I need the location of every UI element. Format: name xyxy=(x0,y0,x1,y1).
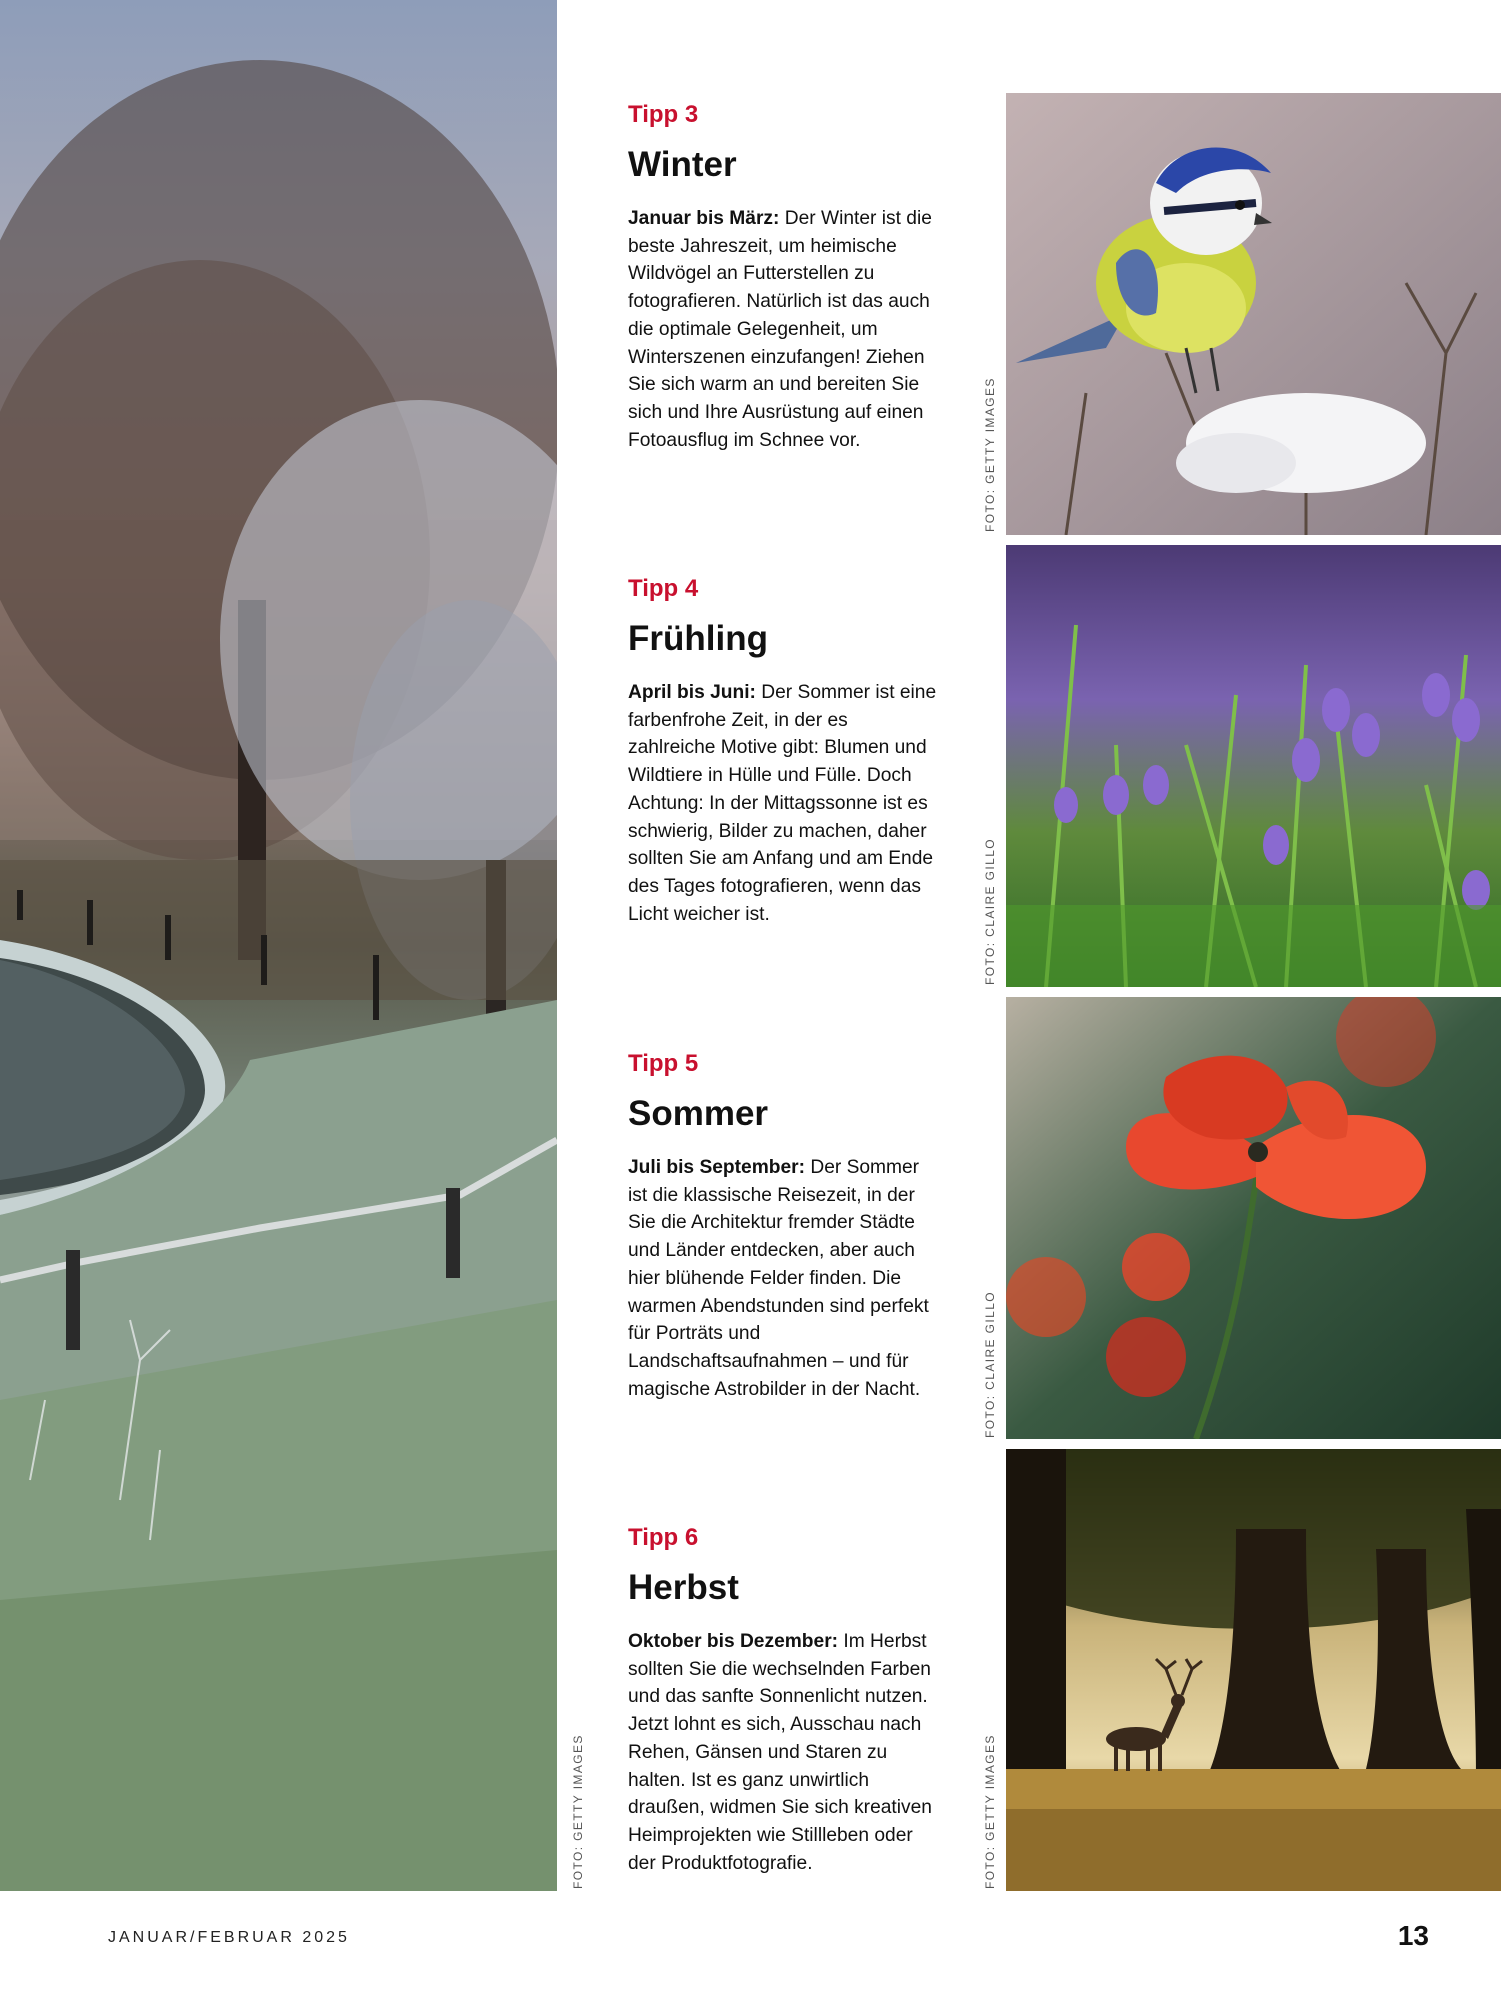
tipp-text: Der Sommer ist die klassische Reisezeit, in der Sie die Architektur fremder Städte und Länder entdecken, aber auch hier blühende Felder finden. Die warmen Abendstunden sind perfekt für Porträts und Landschaftsaufnahmen – und für magische Astrobilder in der Nacht. xyxy=(628,1157,929,1400)
tipp-body xyxy=(628,1628,938,1877)
tipp-6 xyxy=(628,1524,938,1877)
tipp-text: Der Winter ist die beste Jahreszeit, um heimische Wildvögel an Futterstellen zu fotografieren. Natürlich ist das auch die optimale Gelegenheit, um Winterszenen einzufangen! Ziehen Sie sich warm an und bereiten Sie sich und Ihre Ausrüstung auf einen Fotoausflug im Schnee vor. xyxy=(628,208,932,451)
tipp-body xyxy=(628,1154,938,1403)
tipp-body xyxy=(628,205,938,454)
tipp-title: Sommer xyxy=(628,1094,769,1133)
tipp-text: Der Sommer ist eine farbenfrohe Zeit, in der es zahlreiche Motive gibt: Blumen und Wildtiere in Hülle und Fülle. Doch Achtung: In der Mittagssonne ist es schwierig, Bilder zu machen, daher sollten Sie am Anfang und am Ende des Tages fotografieren, wenn das Licht weicher ist. xyxy=(628,682,937,925)
poppy-photo xyxy=(1006,997,1501,1439)
tipp-lead: April bis Juni: xyxy=(628,682,756,703)
blue-tit-photo xyxy=(1006,93,1501,535)
tipp-label: Tipp 4 xyxy=(628,575,699,602)
photo-credit: FOTO: GETTY IMAGES xyxy=(983,377,997,532)
tipp-label: Tipp 6 xyxy=(628,1524,699,1551)
tipp-label: Tipp 5 xyxy=(628,1050,699,1077)
photo-credit: FOTO: CLAIRE GILLO xyxy=(983,1290,997,1438)
photo-credit: FOTO: GETTY IMAGES xyxy=(983,1734,997,1889)
tipp-lead: Juli bis September: xyxy=(628,1157,805,1178)
tipp-title: Frühling xyxy=(628,619,768,658)
tipp-3 xyxy=(628,101,938,454)
deer-forest-photo xyxy=(1006,1449,1501,1891)
tipp-title: Winter xyxy=(628,145,737,184)
tipp-5 xyxy=(628,1050,938,1403)
tipp-title: Herbst xyxy=(628,1568,739,1607)
photo-credit: FOTO: CLAIRE GILLO xyxy=(983,837,997,985)
tipp-body xyxy=(628,679,938,928)
tipp-text: Im Herbst sollten Sie die wechselnden Farben und das sanfte Sonnenlicht nutzen. Jetzt lohnt es sich, Ausschau nach Rehen, Gänsen und Staren zu halten. Ist es ganz unwirtlich draußen, widmen Sie sich kreativen Heimprojekten wie Stillleben oder der Produktfotografie. xyxy=(628,1631,932,1874)
bluebells-photo xyxy=(1006,545,1501,987)
frosty-landscape-photo xyxy=(0,0,557,1891)
tipp-label: Tipp 3 xyxy=(628,101,699,128)
main-photo-credit: FOTO: GETTY IMAGES xyxy=(571,1734,585,1889)
tipp-lead: Oktober bis Dezember: xyxy=(628,1631,839,1652)
tipp-4 xyxy=(628,575,938,928)
tipp-lead: Januar bis März: xyxy=(628,208,780,229)
page-number: 13 xyxy=(1397,1920,1429,1951)
issue-date: JANUAR/FEBRUAR 2025 xyxy=(108,1929,350,1946)
